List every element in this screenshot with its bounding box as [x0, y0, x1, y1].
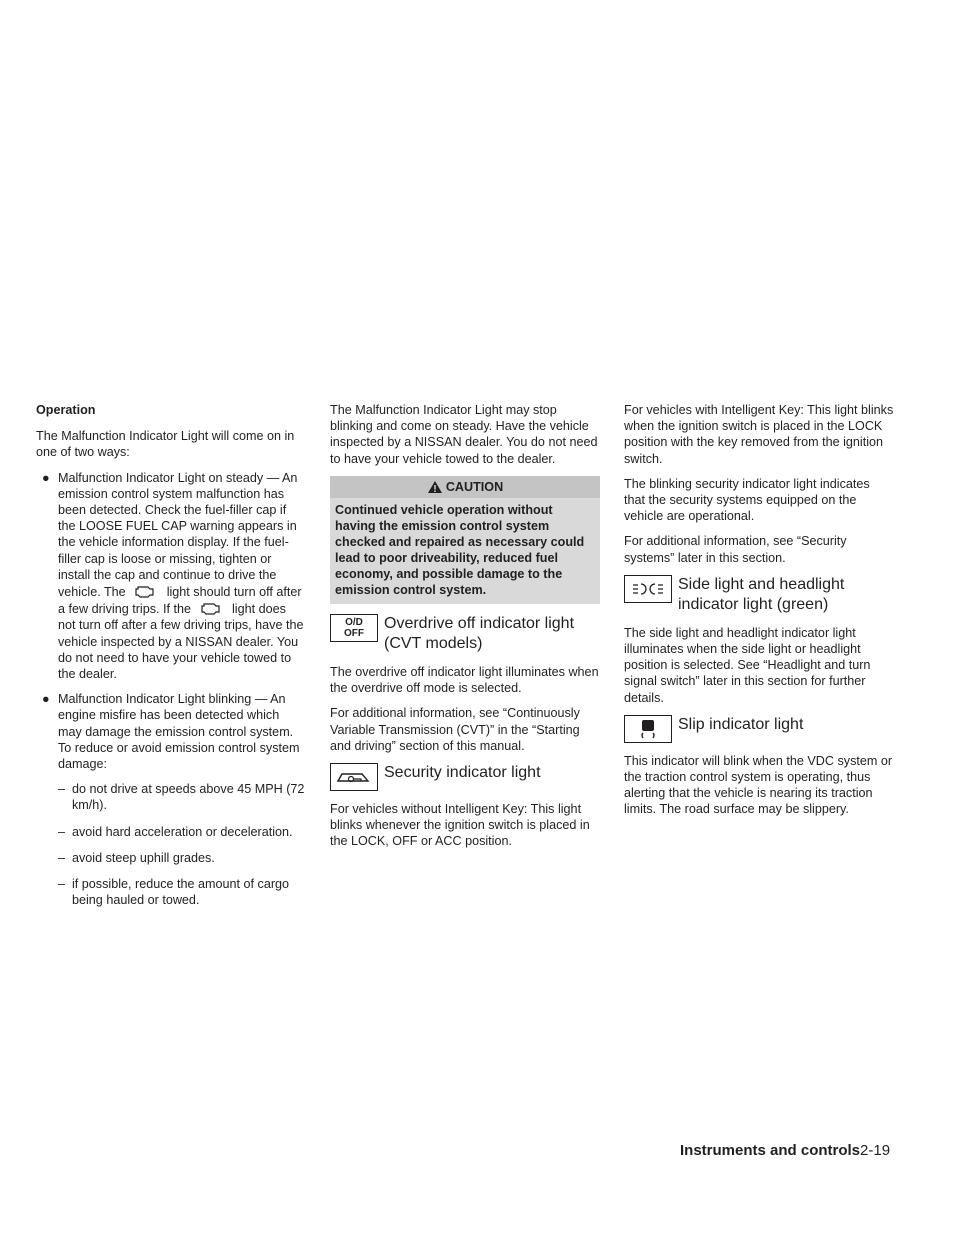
dash-item: – avoid steep uphill grades.: [58, 850, 215, 865]
footer-section-title: Instruments and controls: [680, 1142, 861, 1159]
side-light-title: Side light and headlight indicator light (green): [678, 575, 845, 613]
intro-paragraph: The Malfunction Indicator Light will come on in one of two ways:: [36, 429, 295, 460]
caution-title: CAUTION: [445, 479, 504, 494]
bullet-steady-the: The: [103, 585, 126, 600]
bullet-dot: ●: [42, 470, 50, 485]
dash-item: – avoid hard acceleration or deceleration.: [58, 824, 293, 839]
check-engine-icon: [131, 583, 161, 599]
side-light-icon: [624, 575, 672, 603]
bullet-blinking-text: Malfunction Indicator Light blinking — An engine misfire has been detected which may damage the emission control system. To reduce or avoid emission control system damage:: [58, 692, 300, 772]
bullet-blinking: [36, 691, 306, 772]
od-off-section-header: [330, 614, 600, 654]
slip-title: Slip indicator light: [678, 715, 804, 733]
dash-item-text: do not drive at speeds above 45 MPH (72 km/h).: [72, 782, 305, 813]
od-off-icon: [330, 614, 378, 642]
caution-header: [330, 476, 600, 498]
operation-heading: Operation: [36, 403, 96, 417]
security-paragraph-3: The blinking security indicator light indicates that the security systems equipped on the vehicle are operational.: [624, 476, 870, 524]
caution-text: Continued vehicle operation without having the emission control system checked and repaired as necessary could lead to poor driveability, reduced fuel economy, and possible damage to the emission control system.: [335, 503, 585, 598]
slip-paragraph: This indicator will blink when the VDC system or the traction control system is operating, thus alerting that the vehicle is nearing its traction limits. The road surface may be slippery.: [624, 753, 893, 817]
security-paragraph-4: For additional information, see “Security systems” later in this section.: [624, 534, 847, 565]
bullet-steady-part3: light does not turn off after a few driving trips, have the vehicle inspected by a NISSAN dealer. You do not need to have your vehicle towed to the dealer.: [58, 602, 304, 682]
mil-blinking-paragraph: The Malfunction Indicator Light may stop blinking and come on steady. Have the vehicle inspected by a NISSAN dealer. You do not need to have your vehicle towed to the dealer.: [330, 403, 598, 466]
od-off-title: Overdrive off indicator light (CVT models): [384, 615, 575, 653]
side-light-section-header: [624, 575, 894, 615]
security-paragraph-2: For vehicles with Intelligent Key: This light blinks when the ignition switch is placed in the LOCK position with the key removed from the ignition switch.: [624, 403, 894, 466]
bullet-steady: [36, 470, 306, 683]
caution-box: [330, 476, 600, 604]
security-title: Security indicator light: [384, 764, 541, 782]
bullet-steady-text: Malfunction Indicator Light on steady — An emission control system malfunction has been detected. Check the fuel-filler cap if the LOOSE FUEL CAP warning appears in the vehicle information display. If the fuel-filler cap is loose or missing, tighten or install the cap and continue to drive the vehicle.: [58, 470, 298, 600]
bullet-steady-part2: light should turn off after a few driving trips. If the: [58, 585, 302, 617]
slip-section-header: [624, 715, 894, 743]
od-icon-line1: O/D: [345, 617, 363, 629]
dash-item: – if possible, reduce the amount of cargo being hauled or towed.: [58, 877, 290, 908]
security-paragraph-1: For vehicles without Intelligent Key: This light blinks whenever the ignition switch is placed in the LOCK, OFF or ACC position.: [330, 802, 590, 849]
dash-item-text: avoid hard acceleration or deceleration.: [72, 824, 293, 839]
footer-page-number: 2-19: [860, 1142, 891, 1159]
dash-item-text: avoid steep uphill grades.: [72, 850, 215, 865]
security-section-header: [330, 763, 600, 791]
column-1: [36, 402, 306, 918]
bullet-dot: ●: [42, 692, 50, 707]
check-engine-icon: [197, 600, 227, 616]
dash-item: – do not drive at speeds above 45 MPH (72 km/h).: [58, 782, 305, 813]
od-icon-line2: OFF: [344, 628, 364, 640]
column-3: [624, 402, 894, 827]
side-light-paragraph: The side light and headlight indicator light illuminates when the side light or headlight position is selected. See “Headlight and turn signal switch” later in this section for further details.: [624, 625, 871, 705]
page-footer: [680, 1142, 890, 1159]
slip-icon: [624, 715, 672, 743]
od-paragraph-2: For additional information, see “Continuously Variable Transmission (CVT)” in the “Starting and driving” section of this manual.: [330, 706, 580, 753]
column-2: [330, 402, 600, 859]
dash-item-text: if possible, reduce the amount of cargo being hauled or towed.: [72, 877, 290, 908]
warning-triangle-icon: [427, 480, 443, 494]
od-paragraph-1: The overdrive off indicator light illuminates when the overdrive off mode is selected.: [330, 665, 599, 696]
security-car-icon: [330, 763, 378, 791]
